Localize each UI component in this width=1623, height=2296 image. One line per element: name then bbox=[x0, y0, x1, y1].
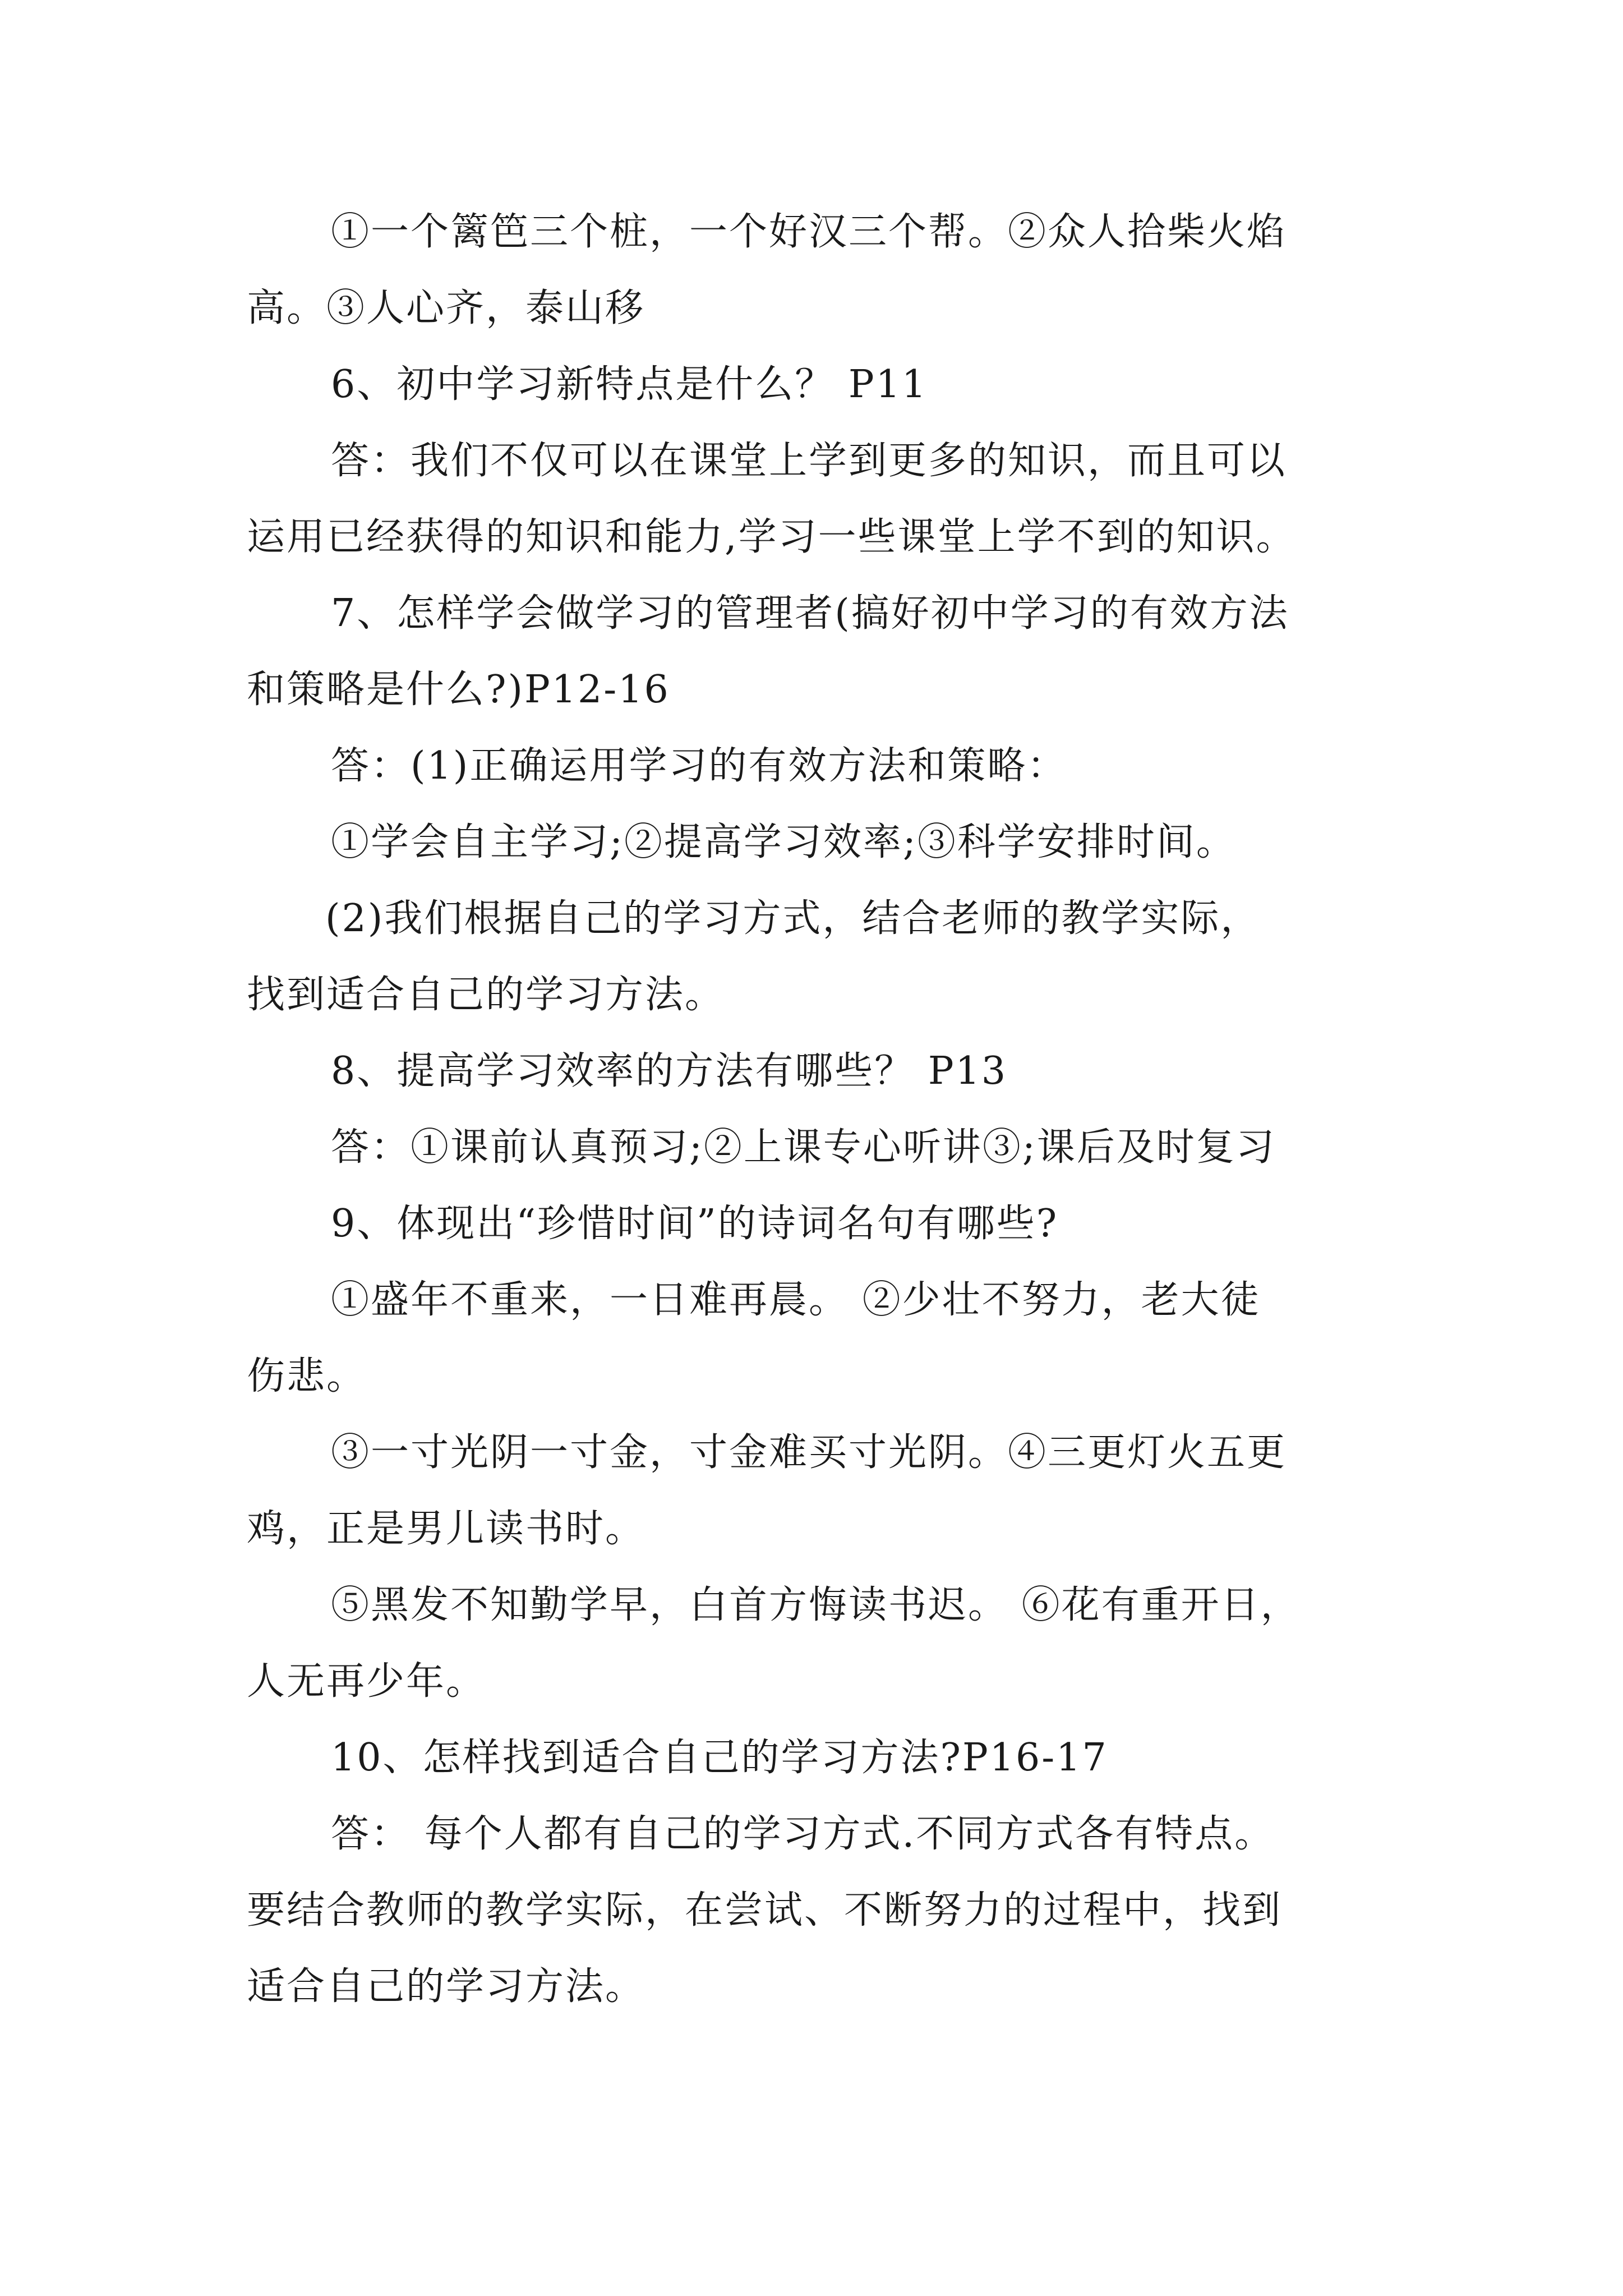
text-line: 鸡，正是男儿读书时。 bbox=[247, 1507, 645, 1551]
text-line: (2)我们根据自己的学习方式，结合老师的教学实际， bbox=[325, 896, 1261, 941]
answer-line: 答：(1)正确运用学习的有效方法和策略： bbox=[331, 744, 1067, 788]
text-line: 适合自己的学习方法。 bbox=[247, 1964, 645, 2009]
answer-line: 答：我们不仅可以在课堂上学到更多的知识，而且可以 bbox=[331, 439, 1287, 483]
text-line: ③一寸光阴一寸金，寸金难买寸光阴。④三更灯火五更 bbox=[331, 1430, 1287, 1475]
text-line: 高。③人心齐，泰山移 bbox=[247, 286, 645, 330]
text-line: 找到适合自己的学习方法。 bbox=[247, 973, 725, 1017]
text-line: 伤悲。 bbox=[247, 1354, 367, 1398]
text-line: 要结合教师的教学实际，在尝试、不断努力的过程中，找到 bbox=[247, 1888, 1283, 1932]
question-heading: 6、初中学习新特点是什么？ P11 bbox=[331, 362, 928, 407]
answer-line: 答： 每个人都有自己的学习方式.不同方式各有特点。 bbox=[331, 1812, 1275, 1856]
text-line: ①盛年不重来，一日难再晨。 ②少壮不努力，老大徒 bbox=[331, 1278, 1261, 1322]
text-line: 运用已经获得的知识和能力,学习一些课堂上学不到的知识。 bbox=[247, 515, 1296, 559]
text-line: 人无再少年。 bbox=[247, 1659, 486, 1704]
text-line: ①学会自主学习;②提高学习效率;③科学安排时间。 bbox=[331, 820, 1236, 864]
answer-line: 答：①课前认真预习;②上课专心听讲③;课后及时复习 bbox=[331, 1125, 1276, 1170]
question-heading: 9、体现出“珍惜时间”的诗词名句有哪些? bbox=[331, 1202, 1059, 1246]
question-heading: 10、怎样找到适合自己的学习方法?P16-17 bbox=[331, 1736, 1108, 1780]
text-line: ⑤黑发不知勤学早，白首方悔读书迟。 ⑥花有重开日， bbox=[331, 1583, 1301, 1627]
text-line: 和策略是什么?)P12-16 bbox=[247, 668, 670, 712]
question-heading: 7、怎样学会做学习的管理者(搞好初中学习的有效方法 bbox=[331, 591, 1289, 636]
document-body bbox=[247, 210, 1391, 2009]
text-line: ①一个篱笆三个桩，一个好汉三个帮。②众人拾柴火焰 bbox=[331, 210, 1287, 254]
question-heading: 8、提高学习效率的方法有哪些？ P13 bbox=[331, 1049, 1008, 1093]
